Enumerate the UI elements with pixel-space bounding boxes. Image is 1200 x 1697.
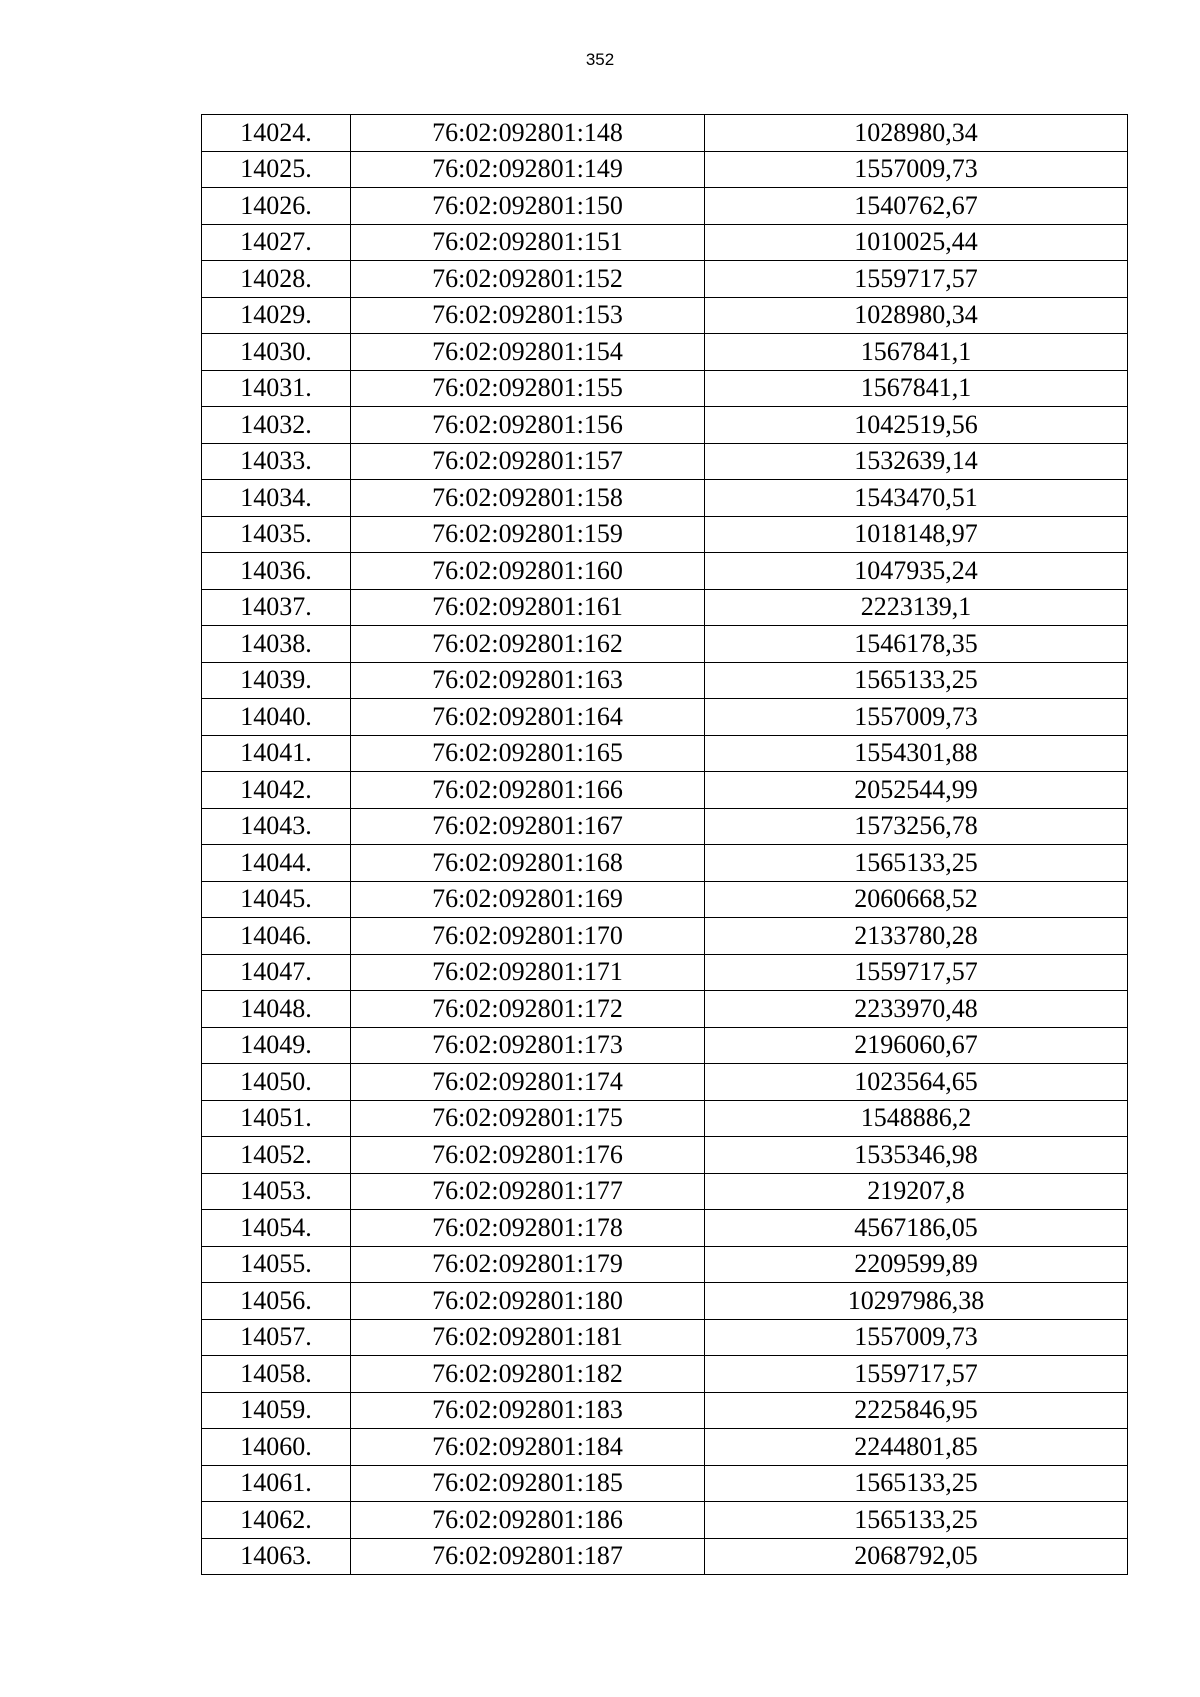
row-number-cell: 14047. — [202, 954, 351, 991]
cadastral-number-cell: 76:02:092801:175 — [351, 1100, 705, 1137]
cadastral-value-cell: 1565133,25 — [705, 662, 1128, 699]
cadastral-value-cell: 1565133,25 — [705, 1465, 1128, 1502]
cadastral-value-cell: 2052544,99 — [705, 772, 1128, 809]
cadastral-number-cell: 76:02:092801:176 — [351, 1137, 705, 1174]
table-row — [202, 991, 1128, 1028]
row-number-cell: 14046. — [202, 918, 351, 955]
cadastral-number-cell: 76:02:092801:177 — [351, 1173, 705, 1210]
table-row — [202, 188, 1128, 225]
cadastral-value-cell: 1565133,25 — [705, 845, 1128, 882]
cadastral-value-cell: 1548886,2 — [705, 1100, 1128, 1137]
row-number-cell: 14030. — [202, 334, 351, 371]
table-row — [202, 261, 1128, 298]
row-number-cell: 14024. — [202, 115, 351, 152]
row-number-cell: 14039. — [202, 662, 351, 699]
row-number-cell: 14054. — [202, 1210, 351, 1247]
cadastral-value-cell: 1573256,78 — [705, 808, 1128, 845]
cadastral-value-cell: 1567841,1 — [705, 334, 1128, 371]
table-row — [202, 1283, 1128, 1320]
cadastral-value-cell: 10297986,38 — [705, 1283, 1128, 1320]
row-number-cell: 14062. — [202, 1502, 351, 1539]
row-number-cell: 14031. — [202, 370, 351, 407]
table-row — [202, 297, 1128, 334]
cadastral-value-cell: 1018148,97 — [705, 516, 1128, 553]
cadastral-number-cell: 76:02:092801:151 — [351, 224, 705, 261]
row-number-cell: 14029. — [202, 297, 351, 334]
cadastral-value-cell: 2225846,95 — [705, 1392, 1128, 1429]
cadastral-number-cell: 76:02:092801:164 — [351, 699, 705, 736]
cadastral-value-cell: 1559717,57 — [705, 954, 1128, 991]
table-row — [202, 1465, 1128, 1502]
row-number-cell: 14044. — [202, 845, 351, 882]
row-number-cell: 14048. — [202, 991, 351, 1028]
row-number-cell: 14037. — [202, 589, 351, 626]
cadastral-value-cell: 1543470,51 — [705, 480, 1128, 517]
cadastral-value-cell: 219207,8 — [705, 1173, 1128, 1210]
cadastral-value-cell: 1565133,25 — [705, 1502, 1128, 1539]
table-row — [202, 1100, 1128, 1137]
table-row — [202, 954, 1128, 991]
cadastral-value-cell: 1535346,98 — [705, 1137, 1128, 1174]
row-number-cell: 14052. — [202, 1137, 351, 1174]
cadastral-number-cell: 76:02:092801:148 — [351, 115, 705, 152]
cadastral-number-cell: 76:02:092801:171 — [351, 954, 705, 991]
table-row — [202, 918, 1128, 955]
cadastral-number-cell: 76:02:092801:172 — [351, 991, 705, 1028]
cadastral-value-cell: 2244801,85 — [705, 1429, 1128, 1466]
row-number-cell: 14059. — [202, 1392, 351, 1429]
cadastral-number-cell: 76:02:092801:157 — [351, 443, 705, 480]
cadastral-number-cell: 76:02:092801:155 — [351, 370, 705, 407]
table-row — [202, 370, 1128, 407]
table-row — [202, 1246, 1128, 1283]
cadastral-number-cell: 76:02:092801:153 — [351, 297, 705, 334]
cadastral-value-cell: 1557009,73 — [705, 699, 1128, 736]
row-number-cell: 14043. — [202, 808, 351, 845]
cadastral-value-cell: 1023564,65 — [705, 1064, 1128, 1101]
cadastral-value-cell: 2133780,28 — [705, 918, 1128, 955]
cadastral-number-cell: 76:02:092801:163 — [351, 662, 705, 699]
row-number-cell: 14061. — [202, 1465, 351, 1502]
row-number-cell: 14025. — [202, 151, 351, 188]
cadastral-number-cell: 76:02:092801:156 — [351, 407, 705, 444]
cadastral-value-cell: 1047935,24 — [705, 553, 1128, 590]
cadastral-number-cell: 76:02:092801:184 — [351, 1429, 705, 1466]
cadastral-value-cell: 1557009,73 — [705, 151, 1128, 188]
table-row — [202, 662, 1128, 699]
cadastral-number-cell: 76:02:092801:152 — [351, 261, 705, 298]
row-number-cell: 14056. — [202, 1283, 351, 1320]
row-number-cell: 14060. — [202, 1429, 351, 1466]
cadastral-value-cell: 2068792,05 — [705, 1538, 1128, 1575]
cadastral-value-cell: 1546178,35 — [705, 626, 1128, 663]
table-row — [202, 1502, 1128, 1539]
row-number-cell: 14032. — [202, 407, 351, 444]
table-row — [202, 699, 1128, 736]
cadastral-number-cell: 76:02:092801:174 — [351, 1064, 705, 1101]
table-row — [202, 735, 1128, 772]
table-row — [202, 808, 1128, 845]
cadastral-number-cell: 76:02:092801:187 — [351, 1538, 705, 1575]
table-body — [202, 115, 1128, 1575]
row-number-cell: 14034. — [202, 480, 351, 517]
cadastral-number-cell: 76:02:092801:161 — [351, 589, 705, 626]
row-number-cell: 14038. — [202, 626, 351, 663]
row-number-cell: 14050. — [202, 1064, 351, 1101]
cadastral-number-cell: 76:02:092801:169 — [351, 881, 705, 918]
table-row — [202, 589, 1128, 626]
cadastral-number-cell: 76:02:092801:183 — [351, 1392, 705, 1429]
row-number-cell: 14036. — [202, 553, 351, 590]
table-row — [202, 1210, 1128, 1247]
row-number-cell: 14057. — [202, 1319, 351, 1356]
cadastral-number-cell: 76:02:092801:150 — [351, 188, 705, 225]
cadastral-value-table — [201, 114, 1128, 1575]
cadastral-number-cell: 76:02:092801:185 — [351, 1465, 705, 1502]
table-row — [202, 1538, 1128, 1575]
cadastral-number-cell: 76:02:092801:149 — [351, 151, 705, 188]
row-number-cell: 14051. — [202, 1100, 351, 1137]
table-row — [202, 881, 1128, 918]
table-row — [202, 772, 1128, 809]
row-number-cell: 14028. — [202, 261, 351, 298]
table-row — [202, 334, 1128, 371]
cadastral-number-cell: 76:02:092801:162 — [351, 626, 705, 663]
row-number-cell: 14049. — [202, 1027, 351, 1064]
cadastral-number-cell: 76:02:092801:159 — [351, 516, 705, 553]
cadastral-number-cell: 76:02:092801:165 — [351, 735, 705, 772]
cadastral-number-cell: 76:02:092801:158 — [351, 480, 705, 517]
row-number-cell: 14035. — [202, 516, 351, 553]
table-row — [202, 443, 1128, 480]
cadastral-number-cell: 76:02:092801:182 — [351, 1356, 705, 1393]
table-row — [202, 407, 1128, 444]
cadastral-number-cell: 76:02:092801:160 — [351, 553, 705, 590]
table-row — [202, 1027, 1128, 1064]
cadastral-value-cell: 1559717,57 — [705, 1356, 1128, 1393]
cadastral-value-cell: 2060668,52 — [705, 881, 1128, 918]
cadastral-value-cell: 1532639,14 — [705, 443, 1128, 480]
cadastral-value-cell: 1028980,34 — [705, 115, 1128, 152]
cadastral-value-cell: 1559717,57 — [705, 261, 1128, 298]
page-number: 352 — [585, 50, 615, 69]
row-number-cell: 14026. — [202, 188, 351, 225]
cadastral-value-cell: 1010025,44 — [705, 224, 1128, 261]
row-number-cell: 14055. — [202, 1246, 351, 1283]
row-number-cell: 14058. — [202, 1356, 351, 1393]
row-number-cell: 14042. — [202, 772, 351, 809]
row-number-cell: 14045. — [202, 881, 351, 918]
table-row — [202, 1173, 1128, 1210]
table-row — [202, 480, 1128, 517]
cadastral-value-cell: 1540762,67 — [705, 188, 1128, 225]
cadastral-value-cell: 2209599,89 — [705, 1246, 1128, 1283]
cadastral-number-cell: 76:02:092801:166 — [351, 772, 705, 809]
table-row — [202, 1356, 1128, 1393]
cadastral-number-cell: 76:02:092801:154 — [351, 334, 705, 371]
table-row — [202, 1319, 1128, 1356]
table-row — [202, 553, 1128, 590]
row-number-cell: 14027. — [202, 224, 351, 261]
row-number-cell: 14033. — [202, 443, 351, 480]
cadastral-number-cell: 76:02:092801:178 — [351, 1210, 705, 1247]
cadastral-value-cell: 1554301,88 — [705, 735, 1128, 772]
row-number-cell: 14063. — [202, 1538, 351, 1575]
row-number-cell: 14041. — [202, 735, 351, 772]
table-row — [202, 1137, 1128, 1174]
table-row — [202, 845, 1128, 882]
cadastral-number-cell: 76:02:092801:168 — [351, 845, 705, 882]
cadastral-number-cell: 76:02:092801:181 — [351, 1319, 705, 1356]
row-number-cell: 14040. — [202, 699, 351, 736]
cadastral-value-cell: 1042519,56 — [705, 407, 1128, 444]
cadastral-value-cell: 1028980,34 — [705, 297, 1128, 334]
cadastral-value-cell: 2233970,48 — [705, 991, 1128, 1028]
cadastral-number-cell: 76:02:092801:173 — [351, 1027, 705, 1064]
table-row — [202, 626, 1128, 663]
cadastral-value-cell: 1557009,73 — [705, 1319, 1128, 1356]
row-number-cell: 14053. — [202, 1173, 351, 1210]
cadastral-value-cell: 4567186,05 — [705, 1210, 1128, 1247]
cadastral-value-cell: 2196060,67 — [705, 1027, 1128, 1064]
table-row — [202, 224, 1128, 261]
cadastral-number-cell: 76:02:092801:170 — [351, 918, 705, 955]
table-row — [202, 1392, 1128, 1429]
cadastral-number-cell: 76:02:092801:167 — [351, 808, 705, 845]
table-row — [202, 1064, 1128, 1101]
table-row — [202, 151, 1128, 188]
cadastral-value-cell: 1567841,1 — [705, 370, 1128, 407]
table-row — [202, 516, 1128, 553]
table-row — [202, 115, 1128, 152]
cadastral-number-cell: 76:02:092801:179 — [351, 1246, 705, 1283]
cadastral-number-cell: 76:02:092801:180 — [351, 1283, 705, 1320]
table-row — [202, 1429, 1128, 1466]
cadastral-value-cell: 2223139,1 — [705, 589, 1128, 626]
cadastral-number-cell: 76:02:092801:186 — [351, 1502, 705, 1539]
